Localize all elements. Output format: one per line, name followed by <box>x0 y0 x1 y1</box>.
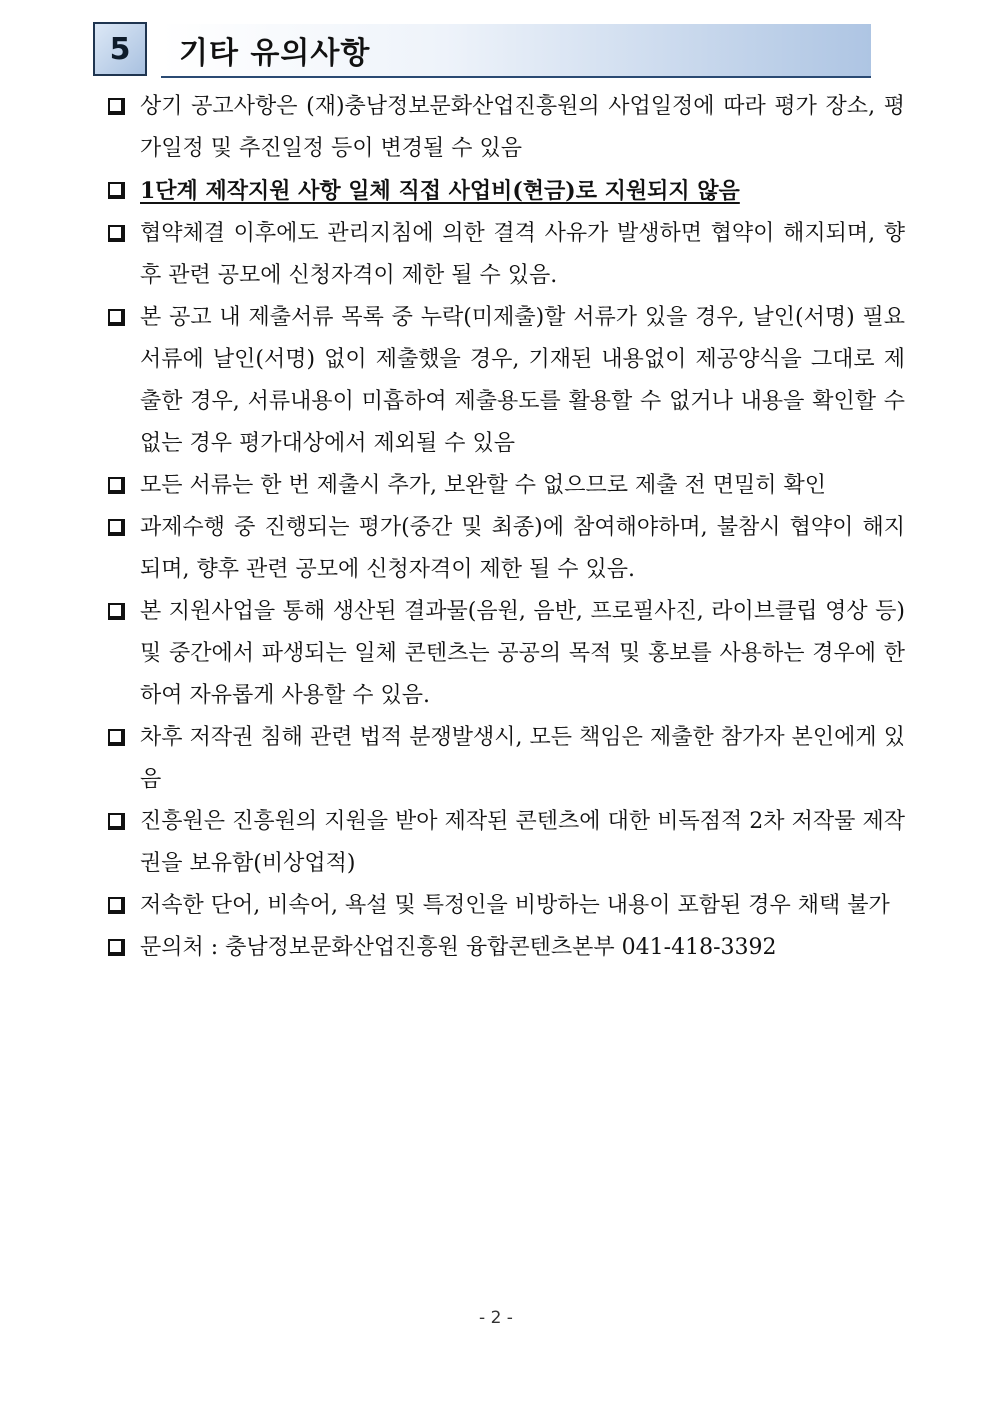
item-text: 저속한 단어, 비속어, 욕설 및 특정인을 비방하는 내용이 포함된 경우 채택 불가 <box>140 893 890 918</box>
section-title: 기타 유의사항 <box>179 36 371 71</box>
list-item <box>105 717 905 801</box>
page-number: - 2 - <box>479 1308 513 1328</box>
list-item-contact <box>105 927 905 969</box>
section-number: 5 <box>93 22 147 76</box>
list-item <box>105 801 905 885</box>
checkbox-icon <box>108 519 125 536</box>
item-text: 상기 공고사항은 (재)충남정보문화산업진흥원의 사업일정에 따라 평가 장소, 평가일정 및 추진일정 등이 변경될 수 있음 <box>140 94 905 161</box>
list-item <box>105 213 905 297</box>
checkbox-icon <box>108 603 125 620</box>
checkbox-icon <box>108 477 125 494</box>
list-item <box>105 507 905 591</box>
checkbox-icon <box>108 897 125 914</box>
item-text: 본 지원사업을 통해 생산된 결과물(음원, 음반, 프로필사진, 라이브클립 영상 등) 및 중간에서 파생되는 일체 콘텐츠는 공공의 목적 및 홍보를 사용하는 경우에 한하여 자유롭게 사용할 수 있음. <box>140 599 905 708</box>
item-text: 문의처 : 충남정보문화산업진흥원 융합콘텐츠본부 041-418-3392 <box>140 935 777 960</box>
item-text: 본 공고 내 제출서류 목록 중 누락(미제출)할 서류가 있을 경우, 날인(서명) 필요서류에 날인(서명) 없이 제출했을 경우, 기재된 내용없이 제공양식을 그대로 제출한 경우, 서류내용이 미흡하여 제출용도를 활용할 수 없거나 내용을 확인할 수 없는 경우 평가대상에서 제외될 수 있음 <box>140 305 905 456</box>
list-item <box>105 885 905 927</box>
checkbox-icon <box>108 98 125 115</box>
list-item <box>105 86 905 170</box>
item-text: 진흥원은 진흥원의 지원을 받아 제작된 콘텐츠에 대한 비독점적 2차 저작물 제작권을 보유함(비상업적) <box>140 809 905 876</box>
item-text: 1단계 제작지원 사항 일체 직접 사업비(현금)로 지원되지 않음 <box>140 178 740 204</box>
item-text: 과제수행 중 진행되는 평가(중간 및 최종)에 참여해야하며, 불참시 협약이 해지되며, 향후 관련 공모에 신청자격이 제한 될 수 있음. <box>140 515 905 582</box>
checkbox-icon <box>108 309 125 326</box>
checkbox-icon <box>108 813 125 830</box>
section-header <box>93 22 871 78</box>
checkbox-icon <box>108 729 125 746</box>
list-item <box>105 591 905 717</box>
list-item <box>105 465 905 507</box>
item-text: 협약체결 이후에도 관리지침에 의한 결격 사유가 발생하면 협약이 해지되며, 향후 관련 공모에 신청자격이 제한 될 수 있음. <box>140 221 905 288</box>
checkbox-icon <box>108 225 125 242</box>
notice-list <box>105 86 905 969</box>
list-item-emphasized <box>105 170 905 213</box>
item-text: 모든 서류는 한 번 제출시 추가, 보완할 수 없으므로 제출 전 면밀히 확인 <box>140 473 826 498</box>
list-item <box>105 297 905 465</box>
item-text: 차후 저작권 침해 관련 법적 분쟁발생시, 모든 책임은 제출한 참가자 본인에게 있음 <box>140 725 905 792</box>
checkbox-icon <box>108 182 125 199</box>
section-title-bar <box>161 24 871 78</box>
checkbox-icon <box>108 939 125 956</box>
